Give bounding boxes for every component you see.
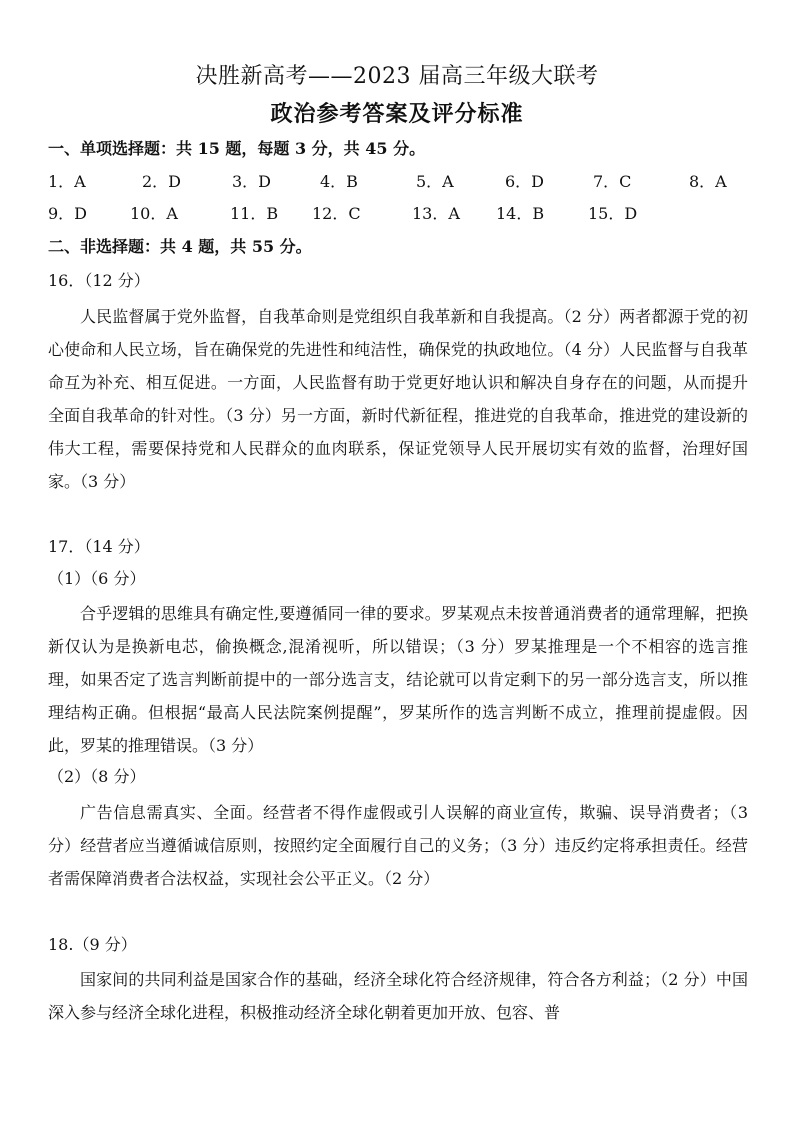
document-subtitle: 政治参考答案及评分标准 [270, 101, 524, 127]
section1-heading: 一、单项选择题：共 15 题，每题 3 分，共 45 分。 [48, 139, 426, 158]
answer-item: 9．D [48, 204, 88, 223]
q16-answer: 人民监督属于党外监督，自我革命则是党组织自我革新和自我提高。（2 分）两者都源于党的初心使命和人民立场，旨在确保党的先进性和纯洁性，确保党的执政地位。（4 分）人民监督与自我革命互为补充、相互促进。一方面，人民监督有助于党更好地认识和解决自身存在的问题，从而提升全面自我革命的针对性。（3 分）另一方面，新时代新征程，推进党的自我革命，推进党的建设新的伟大工程，需要保持党和人民群众的血肉联系，保证党领导人民开展切实有效的监督，治理好国家。（3 分） [48, 307, 748, 491]
answer-item: 13．A [412, 204, 460, 223]
answer-item: 15．D [588, 204, 638, 223]
q17-part2-answer: 广告信息需真实、全面。经营者不得作虚假或引人误解的商业宣传，欺骗、误导消费者；（3 分）经营者应当遵循诚信原则，按照约定全面履行自己的义务；（3 分）违反约定将承担责任。经营者需保障消费者合法权益，实现社会公平正义。（2 分） [48, 803, 748, 888]
answer-item: 14．B [496, 204, 545, 223]
answer-item: 4．B [320, 172, 358, 191]
answer-item: 12．C [312, 204, 361, 223]
answer-item: 10．A [130, 204, 178, 223]
q17-part2-label: （2）（8 分） [48, 767, 146, 786]
q16-label: 16．（12 分） [48, 271, 150, 290]
answer-item: 7．C [593, 172, 632, 191]
q18-label: 18.（9 分） [48, 935, 137, 954]
q17-part1-answer: 合乎逻辑的思维具有确定性,要遵循同一律的要求。罗某观点未按普通消费者的通常理解，把换新仅认为是换新电芯，偷换概念,混淆视听，所以错误；（3 分）罗某推理是一个不相容的选言推理，如果否定了选言判断前提中的一部分选言支，结论就可以肯定剩下的另一部分选言支，所以推理结构正确。但根据“最高人民法院案例提醒”，罗某所作的选言判断不成立，推理前提虚假。因此，罗某的推理错误。（3 分） [48, 604, 748, 755]
section2-heading: 二、非选择题：共 4 题，共 55 分。 [48, 237, 312, 256]
q17-label: 17．（14 分） [48, 537, 150, 556]
answer-item: 6．D [505, 172, 545, 191]
answer-item: 1．A [48, 172, 86, 191]
answer-item: 3．D [232, 172, 272, 191]
q17-part1-label: （1）（6 分） [48, 569, 146, 588]
answers-row-2 [48, 203, 768, 225]
q18-answer: 国家间的共同利益是国家合作的基础，经济全球化符合经济规律，符合各方利益；（2 分）中国深入参与经济全球化进程，积极推动经济全球化朝着更加开放、包容、普 [48, 970, 748, 1022]
answer-item: 8．A [689, 172, 727, 191]
answer-item: 11．B [230, 204, 279, 223]
document-title: 决胜新高考——2023 届高三年级大联考 [195, 64, 599, 89]
answer-item: 2．D [142, 172, 182, 191]
answer-item: 5．A [416, 172, 454, 191]
answers-row-1 [48, 171, 768, 193]
